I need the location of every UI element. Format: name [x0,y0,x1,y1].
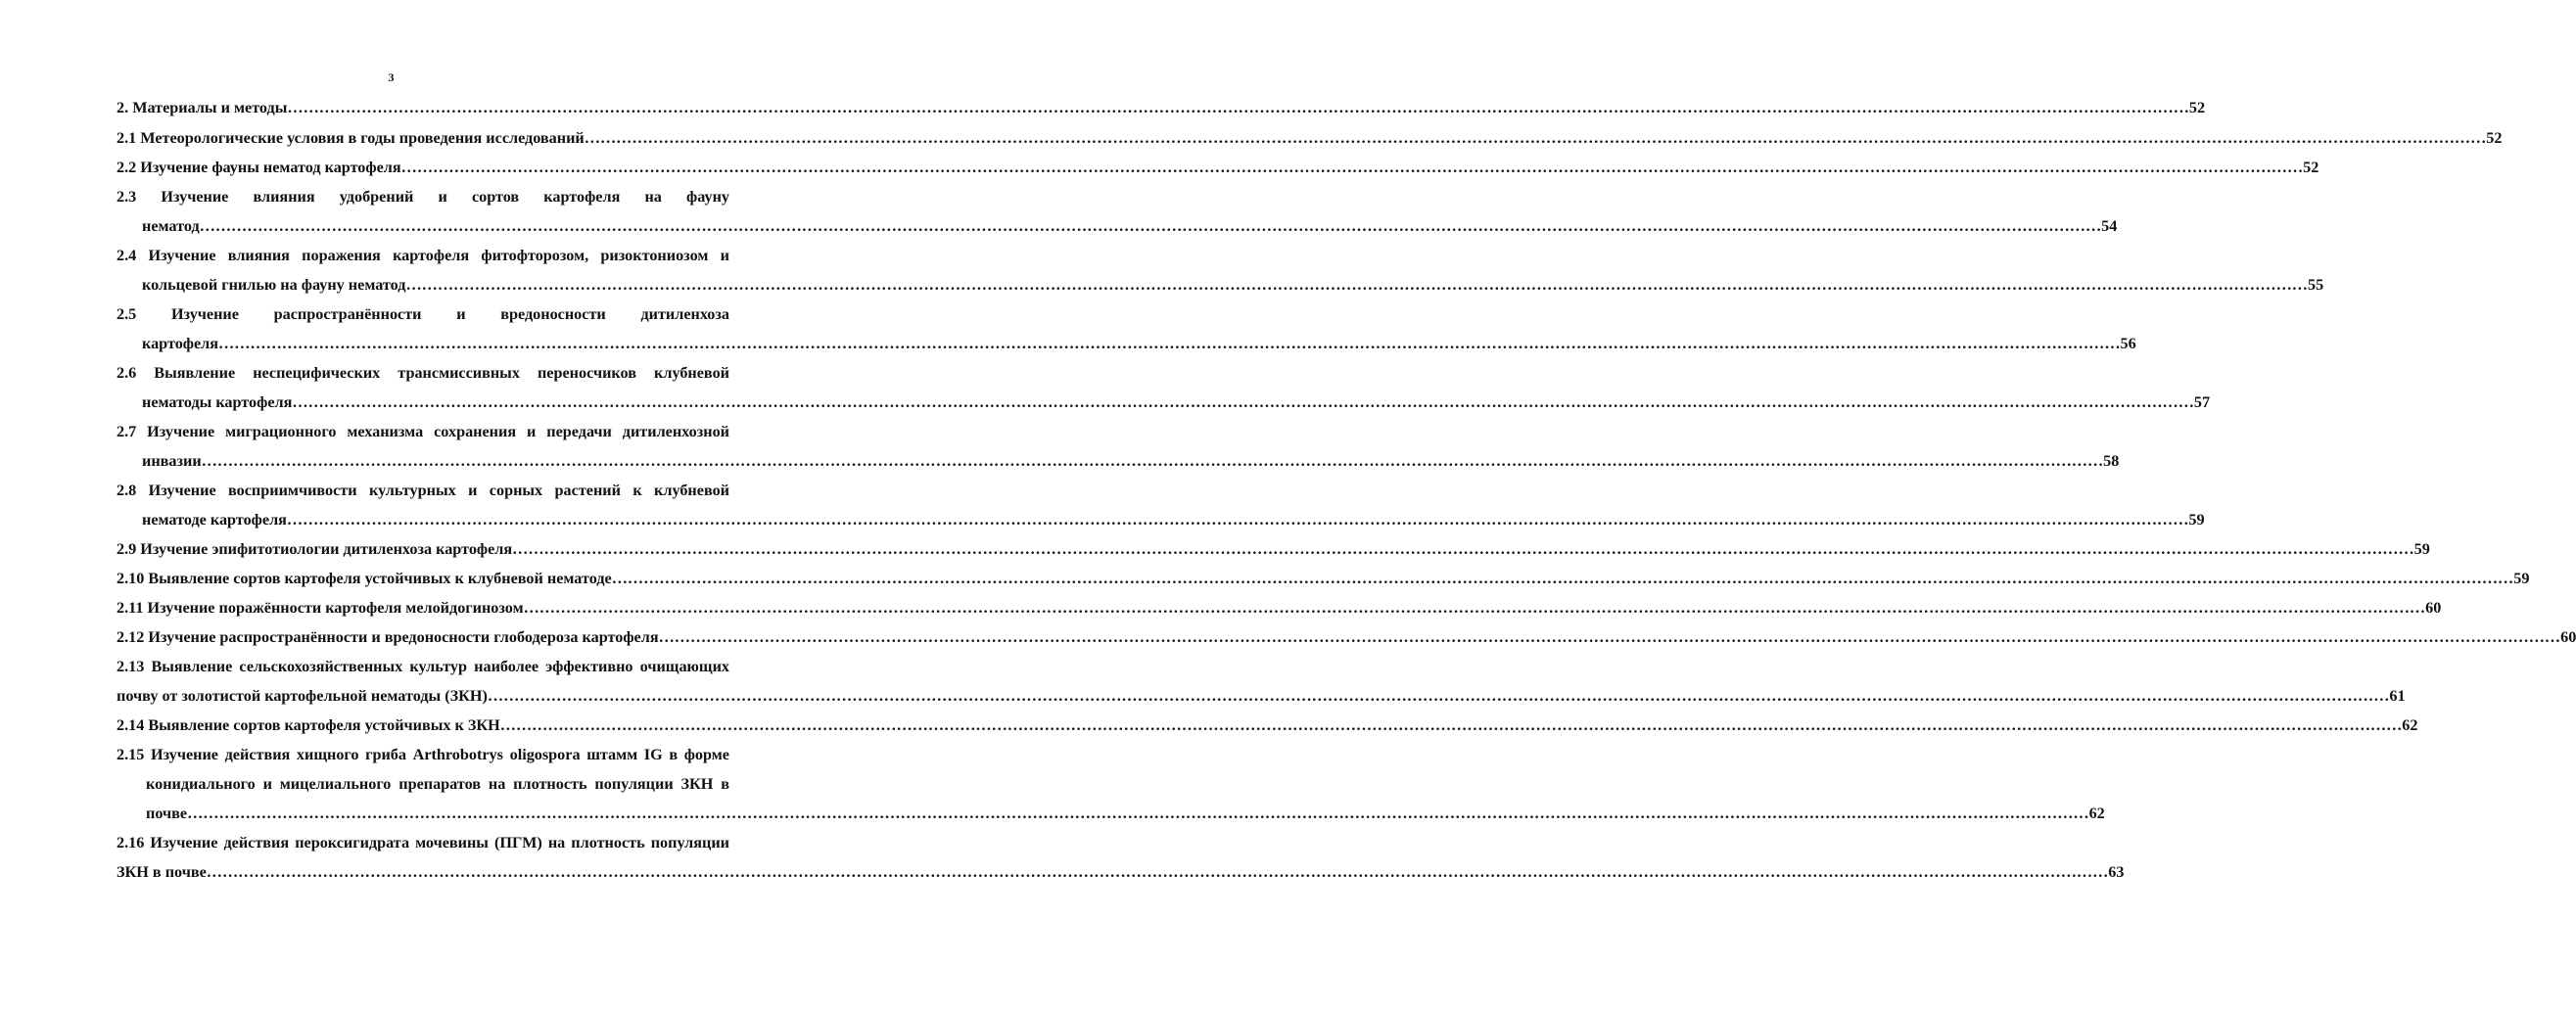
toc-entry-page: 54 [2101,217,2118,235]
toc-entry [142,275,2324,295]
toc-leader-dots: ……………………………………………………………………………………………………………………………………………………………………………………………………………………………………………………………………………………………………………………………… [206,863,2109,881]
toc-entry-page: 52 [2303,159,2319,176]
toc-entry-page: 61 [2389,687,2406,705]
toc-entry [146,804,2105,823]
toc-entry-title: 2.2 Изучение фауны нематод картофеля [117,159,401,176]
toc-entry-line2: конидиального и мицелиального препаратов на плотность популяции ЗКН в [146,775,729,793]
toc-entry [117,569,2530,588]
toc-entry [117,539,2430,559]
toc-entry-page: 58 [2103,452,2120,470]
toc-entry [117,158,2319,177]
toc-entry-title: нематод [142,217,200,235]
toc-entry-line1: 2.7 Изучение миграционного механизма сохранения и передачи дитиленхозной [117,423,729,440]
toc-entry-page: 56 [2120,335,2136,352]
toc-leader-dots: ……………………………………………………………………………………………………………………………………………………………………………………………………………………………………………………………………………………………………………………………… [218,335,2121,352]
toc-entry-title: почву от золотистой картофельной нематоды (ЗКН) [117,687,488,705]
toc-entry-title: 2. Материалы и методы [117,99,288,116]
toc-entry [142,451,2120,471]
toc-entry-title: 2.1 Метеорологические условия в годы проведения исследований [117,129,585,147]
toc-entry-line1: 2.6 Выявление неспецифических трансмиссивных переносчиков клубневой [117,364,729,382]
toc-entry [142,392,2211,412]
toc-entry [117,627,2576,647]
toc-leader-dots: ……………………………………………………………………………………………………………………………………………………………………………………………………………………………………………………………………………………………………………………………… [499,716,2403,734]
toc-entry-title: нематоде картофеля [142,511,287,529]
toc-entry [142,510,2205,529]
toc-entry-page: 55 [2307,276,2324,294]
toc-leader-dots: ……………………………………………………………………………………………………………………………………………………………………………………………………………………………………………………………………………………………………………………………… [405,276,2308,294]
toc-entry-line1: 2.8 Изучение восприимчивости культурных и сорных растений к клубневой [117,482,729,499]
toc-entry-title: 2.14 Выявление сортов картофеля устойчивых к ЗКН [117,716,500,734]
toc-entry-page: 59 [2188,511,2205,529]
toc-entry-page: 62 [2402,716,2418,734]
toc-leader-dots: ……………………………………………………………………………………………………………………………………………………………………………………………………………………………………………………………………………………………………………………………… [611,570,2514,587]
toc-entry [117,98,2206,117]
toc-leader-dots: ……………………………………………………………………………………………………………………………………………………………………………………………………………………………………………………………………………………………………………………………… [201,452,2104,470]
toc-leader-dots: ……………………………………………………………………………………………………………………………………………………………………………………………………………………………………………………………………………………………………………………………… [187,805,2089,822]
toc-entry-page: 60 [2560,628,2576,646]
toc-entry-line1: 2.3 Изучение влияния удобрений и сортов картофеля на фауну [117,188,729,206]
toc-entry-title: ЗКН в почве [117,863,207,881]
toc-entry-title: инвазии [142,452,202,470]
toc-leader-dots: ……………………………………………………………………………………………………………………………………………………………………………………………………………………………………………………………………………………………………………………………… [286,511,2189,529]
toc-entry-line1: 2.4 Изучение влияния поражения картофеля фитофторозом, ризоктониозом и [117,247,729,264]
toc-entry-page: 52 [2188,99,2206,116]
toc-entry-title: 2.12 Изучение распространённости и вредоносности глободероза картофеля [117,628,659,646]
toc-entry-page: 57 [2193,393,2211,411]
toc-entry-page: 63 [2108,863,2125,881]
toc-entry-title: 2.9 Изучение эпифитотиологии дитиленхоза картофеля [117,540,513,558]
toc-entry [117,686,2406,706]
toc-entry-title: почве [146,805,188,822]
toc-entry [117,715,2418,735]
toc-entry-page: 59 [2413,540,2430,558]
toc-entry-line1: 2.15 Изучение действия хищного гриба Arthrobotrys oligospora штамм IG в форме [117,746,729,763]
toc-leader-dots: ……………………………………………………………………………………………………………………………………………………………………………………………………………………………………………………………………………………………………………………………… [512,540,2414,558]
toc-entry [117,128,2503,148]
toc-entry-page: 60 [2425,599,2442,617]
toc-leader-dots: ……………………………………………………………………………………………………………………………………………………………………………………………………………………………………………………………………………………………………………………………… [584,129,2487,147]
toc-entry-page: 52 [2486,129,2503,147]
toc-entry [117,862,2125,882]
toc-entry-page: 59 [2513,570,2530,587]
toc-leader-dots: ……………………………………………………………………………………………………………………………………………………………………………………………………………………………………………………………………………………………………………………………… [487,687,2390,705]
toc-entry-title: картофеля [142,335,219,352]
toc-leader-dots: ……………………………………………………………………………………………………………………………………………………………………………………………………………………………………………………………………………………………………………………………… [523,599,2426,617]
toc-entry-title: кольцевой гнилью на фауну нематод [142,276,406,294]
toc-leader-dots: ……………………………………………………………………………………………………………………………………………………………………………………………………………………………………………………………………………………………………………………………… [292,393,2194,411]
toc-entry-title: 2.10 Выявление сортов картофеля устойчивых к клубневой нематоде [117,570,612,587]
toc-entry-line1: 2.16 Изучение действия пероксигидрата мочевины (ПГМ) на плотность популяции [117,834,729,851]
toc-entry-line1: 2.5 Изучение распространённости и вредоносности дитиленхоза [117,305,729,323]
toc-entry-title: 2.11 Изучение поражённости картофеля мелойдогинозом [117,599,524,617]
toc-entry [117,598,2442,618]
toc-leader-dots: ……………………………………………………………………………………………………………………………………………………………………………………………………………………………………………………………………………………………………………………………… [658,628,2561,646]
toc-leader-dots: ……………………………………………………………………………………………………………………………………………………………………………………………………………………………………………………………………………………………………………………………… [400,159,2304,176]
toc-entry-page: 62 [2088,805,2105,822]
toc-leader-dots: ……………………………………………………………………………………………………………………………………………………………………………………………………………………………………………………………………………………………………………………………… [287,99,2189,116]
toc-entry-title: нематоды картофеля [142,393,293,411]
toc-entry [142,216,2118,236]
toc-entry [142,334,2136,353]
page-number: 3 [388,70,395,84]
toc-entry-line1: 2.13 Выявление сельскохозяйственных культур наиболее эффективно очищающих [117,658,729,675]
toc-leader-dots: ……………………………………………………………………………………………………………………………………………………………………………………………………………………………………………………………………………………………………………………………… [199,217,2102,235]
